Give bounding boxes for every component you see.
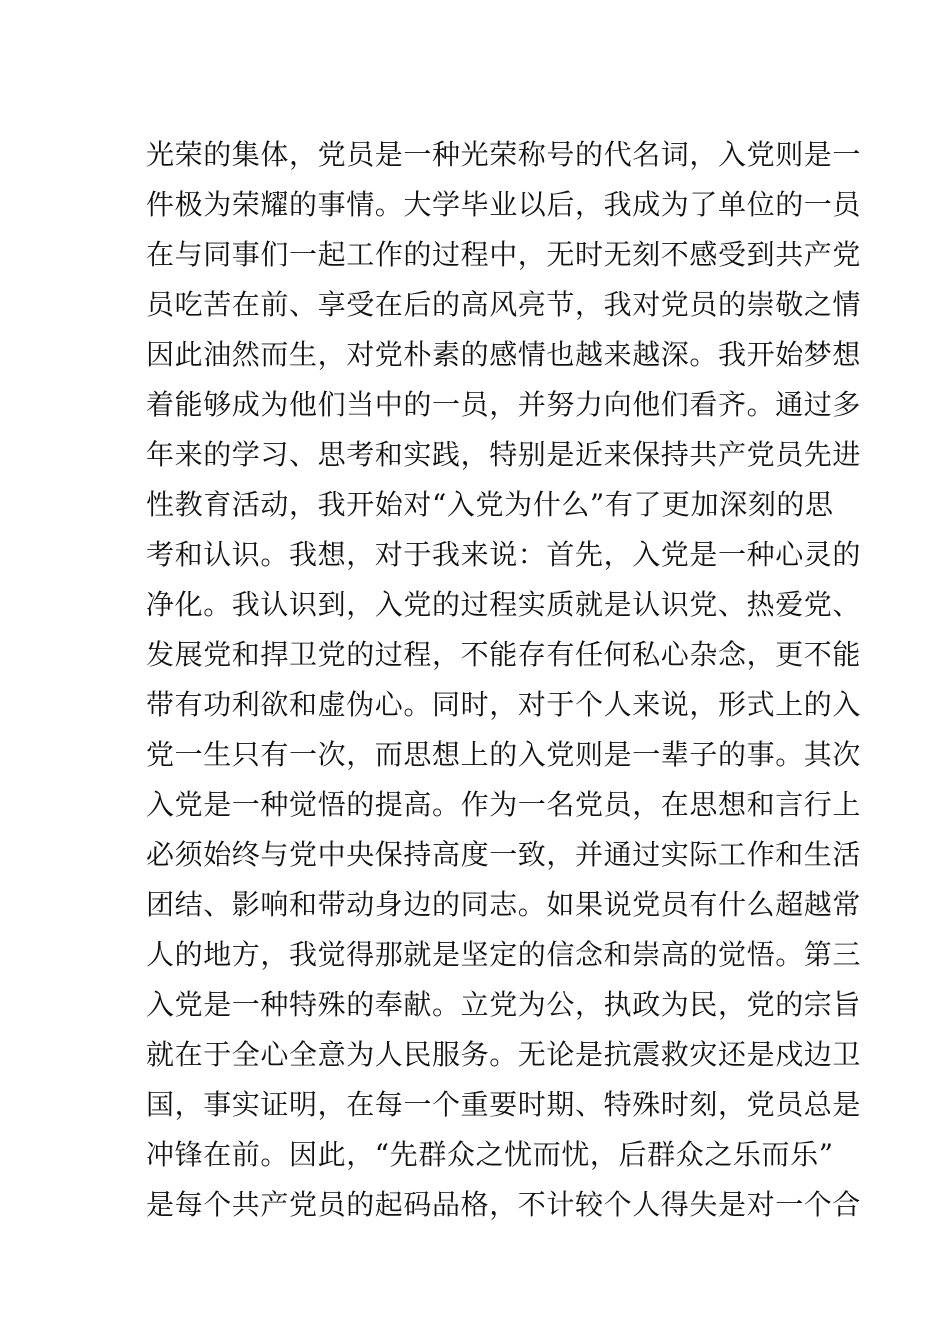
text-line: 在与同事们一起工作的过程中，无时无刻不感受到共产党 [146, 238, 862, 271]
text-line: 必须始终与党中央保持高度一致，并通过实际工作和生活 [146, 838, 862, 871]
text-line: 就在于全心全意为人民服务。无论是抗震救灾还是戍边卫 [146, 1038, 862, 1071]
text-line: 性教育活动，我开始对“入党为什么”有了更加深刻的思 [146, 488, 834, 521]
body-text [146, 130, 862, 1230]
text-line: 净化。我认识到，入党的过程实质就是认识党、热爱党、 [146, 588, 862, 621]
text-line: 着能够成为他们当中的一员，并努力向他们看齐。通过多 [146, 388, 862, 421]
text-line: 光荣的集体，党员是一种光荣称号的代名词，入党则是一 [146, 138, 862, 171]
text-line: 是每个共产党员的起码品格，不计较个人得失是对一个合 [146, 1188, 862, 1221]
text-line: 考和认识。我想，对于我来说：首先，入党是一种心灵的 [146, 538, 862, 571]
text-line: 国，事实证明，在每一个重要时期、特殊时刻，党员总是 [146, 1088, 862, 1121]
text-line: 发展党和捍卫党的过程，不能存有任何私心杂念，更不能 [146, 638, 862, 671]
text-line: 带有功利欲和虚伪心。同时，对于个人来说，形式上的入 [146, 688, 862, 721]
text-line: 人的地方，我觉得那就是坚定的信念和崇高的觉悟。第三 [146, 938, 862, 971]
text-line: 因此油然而生，对党朴素的感情也越来越深。我开始梦想 [146, 338, 862, 371]
text-line: 入党是一种觉悟的提高。作为一名党员，在思想和言行上 [146, 788, 862, 821]
text-line: 党一生只有一次，而思想上的入党则是一辈子的事。其次 [146, 738, 862, 771]
text-line: 冲锋在前。因此，“先群众之忧而忧，后群众之乐而乐” [146, 1138, 834, 1171]
text-line: 件极为荣耀的事情。大学毕业以后，我成为了单位的一员 [146, 188, 862, 221]
text-line: 入党是一种特殊的奉献。立党为公，执政为民，党的宗旨 [146, 988, 862, 1021]
text-line: 员吃苦在前、享受在后的高风亮节，我对党员的崇敬之情 [146, 288, 862, 321]
text-line: 团结、影响和带动身边的同志。如果说党员有什么超越常 [146, 888, 862, 921]
text-line: 年来的学习、思考和实践，特别是近来保持共产党员先进 [146, 438, 862, 471]
